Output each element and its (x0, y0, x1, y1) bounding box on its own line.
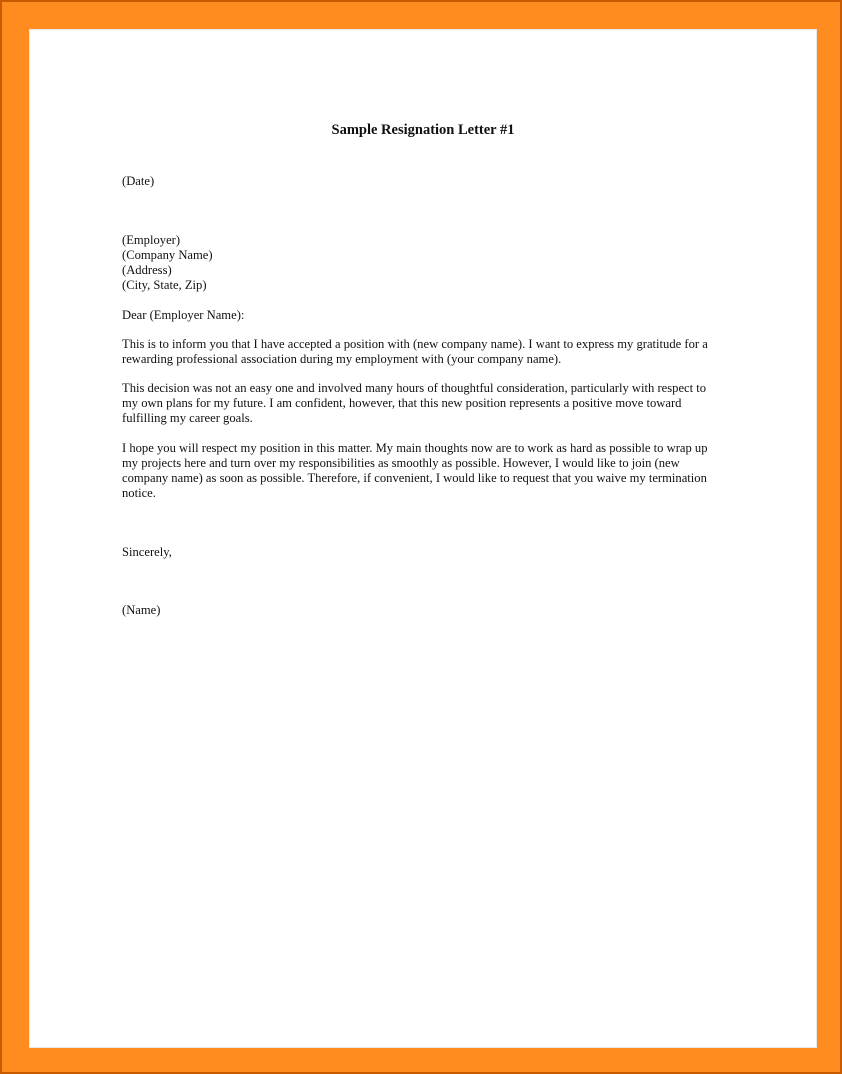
paragraph-line: I hope you will respect my position in this matter. My main thoughts now are to work as hard as possible to wrap up (122, 441, 708, 455)
paragraph-line: This decision was not an easy one and involved many hours of thoughtful consideration, particularly with respect to (122, 381, 707, 395)
paragraph-line: fulfilling my career goals. (122, 411, 253, 425)
paragraph-line: This is to inform you that I have accepted a position with (new company name). I want to express my gratitude for a (122, 337, 708, 351)
letter-title: Sample Resignation Letter #1 (331, 122, 515, 138)
signature-name: (Name) (122, 603, 161, 617)
paragraph-1 (122, 337, 728, 367)
paragraph-3 (122, 441, 728, 501)
closing: Sincerely, (122, 545, 172, 559)
paragraph-line: my own plans for my future. I am confident, however, that this new position represents a positive move toward (122, 396, 682, 410)
date-line: (Date) (122, 174, 155, 188)
recipient-city-state-zip: (City, State, Zip) (122, 278, 207, 292)
paragraph-2 (122, 381, 728, 426)
paragraph-line: rewarding professional association during my employment with (your company name). (122, 352, 562, 366)
recipient-address (122, 233, 728, 293)
letter-page (29, 29, 817, 1048)
recipient-employer: (Employer) (122, 233, 181, 247)
paragraph-line: notice. (122, 486, 156, 500)
recipient-company: (Company Name) (122, 248, 213, 262)
resignation-letter (29, 29, 817, 1048)
paragraph-line: my projects here and turn over my responsibilities as smoothly as possible. However, I would like to join (new (122, 456, 680, 470)
salutation: Dear (Employer Name): (122, 308, 245, 322)
recipient-address-line: (Address) (122, 263, 172, 277)
paragraph-line: company name) as soon as possible. Therefore, if convenient, I would like to request that you waive my termination (122, 471, 707, 485)
